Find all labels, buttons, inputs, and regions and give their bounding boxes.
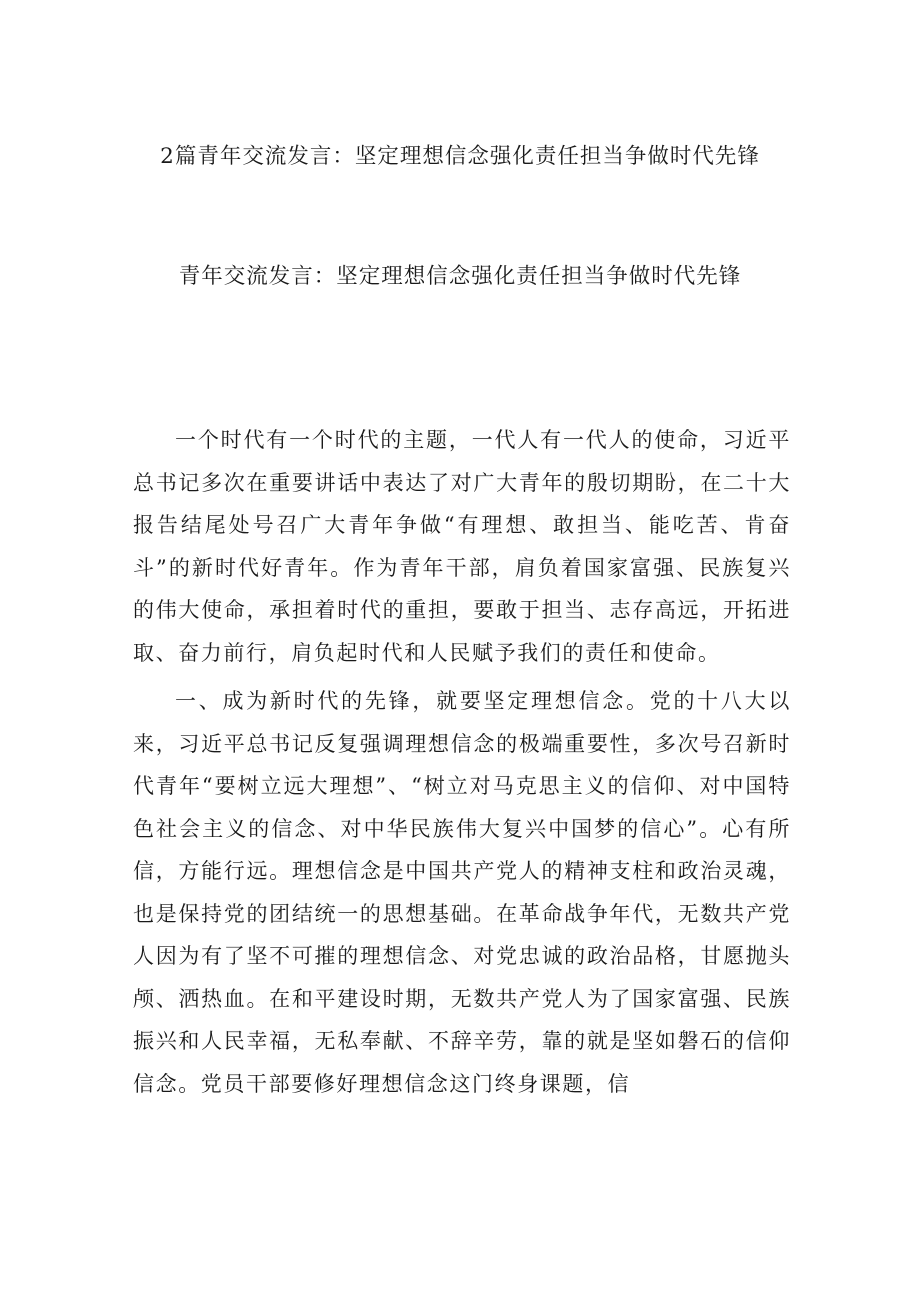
- document-body: [133, 419, 791, 1111]
- document-subtitle: 青年交流发言：坚定理想信念强化责任担当争做时代先锋: [178, 264, 742, 289]
- paragraph-intro: 一个时代有一个时代的主题，一代人有一代人的使命，习近平总书记多次在重要讲话中表达了对广大青年的殷切期盼，在二十大报告结尾处号召广大青年争做“有理想、敢担当、能吃苦、肯奋斗”的新时代好青年。作为青年干部，肩负着国家富强、民族复兴的伟大使命，承担着时代的重担，要敢于担当、志存高远，开拓进取、奋力前行，肩负起时代和人民赋予我们的责任和使命。: [133, 428, 791, 665]
- document-title: 2篇青年交流发言：坚定理想信念强化责任担当争做时代先锋: [160, 144, 760, 169]
- paragraph-section-one: 一、成为新时代的先锋，就要坚定理想信念。党的十八大以来，习近平总书记反复强调理想信念的极端重要性，多次号召新时代青年“要树立远大理想”、“树立对马克思主义的信仰、对中国特色社会主义的信念、对中华民族伟大复兴中国梦的信心”。心有所信，方能行远。理想信念是中国共产党人的精神支柱和政治灵魂，也是保持党的团结统一的思想基础。在革命战争年代，无数共产党人因为有了坚不可摧的理想信念、对党忠诚的政治品格，甘愿抛头颅、洒热血。在和平建设时期，无数共产党人为了国家富强、民族振兴和人民幸福，无私奉献、不辞辛劳，靠的就是坚如磐石的信仰信念。党员干部要修好理想信念这门终身课题，信: [133, 689, 791, 1096]
